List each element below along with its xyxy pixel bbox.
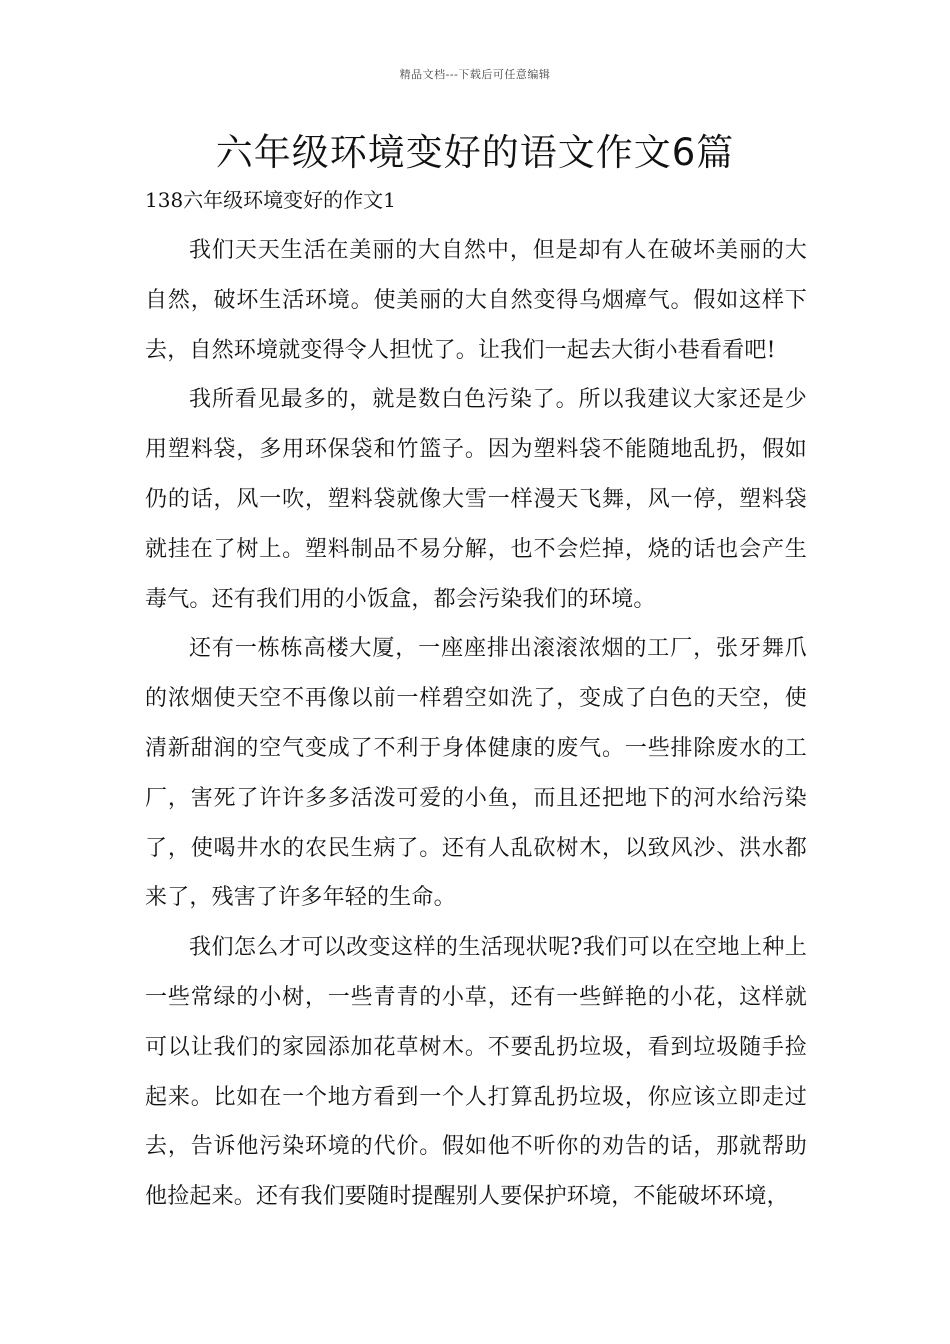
essay-subheading: 138六年级环境变好的作文1 xyxy=(145,188,396,212)
paragraph-4: 我们怎么才可以改变这样的生活现状呢?我们可以在空地上种上一些常绿的小树，一些青青的小草，还有一些鲜艳的小花，这样就可以让我们的家园添加花草树木。不要乱扔垃圾，看到垃圾随手捡起来。比如在一个地方看到一个人打算乱扔垃圾，你应该立即走过去，告诉他污染环境的代价。假如他不听你的劝告的话，那就帮助他捡起来。还有我们要随时提醒别人要保护环境，不能破坏环境， xyxy=(145,935,807,1210)
paragraph-2: 我所看见最多的，就是数白色污染了。所以我建议大家还是少用塑料袋，多用环保袋和竹篮子。因为塑料袋不能随地乱扔，假如仍的话，风一吹，塑料袋就像大雪一样漫天飞舞，风一停，塑料袋就挂在了树上。塑料制品不易分解，也不会烂掉，烧的话也会产生毒气。还有我们用的小饭盒，都会污染我们的环境。 xyxy=(145,387,807,612)
paragraph-3: 还有一栋栋高楼大厦，一座座排出滚滚浓烟的工厂，张牙舞爪的浓烟使天空不再像以前一样碧空如洗了，变成了白色的天空，使清新甜润的空气变成了不利于身体健康的废气。一些排除废水的工厂，害死了许许多多活泼可爱的小鱼，而且还把地下的河水给污染了，使喝井水的农民生病了。还有人乱砍树木，以致风沙、洪水都来了，残害了许多年轻的生命。 xyxy=(145,636,807,911)
header-note: 精品文档---下载后可任意编辑 xyxy=(399,68,551,81)
document-title: 六年级环境变好的语文作文6篇 xyxy=(215,131,735,174)
essay-body xyxy=(145,226,807,1222)
paragraph-1: 我们天天生活在美丽的大自然中，但是却有人在破坏美丽的大自然，破坏生活环境。使美丽的大自然变得乌烟瘴气。假如这样下去，自然环境就变得令人担忧了。让我们一起去大街小巷看看吧! xyxy=(145,238,807,363)
